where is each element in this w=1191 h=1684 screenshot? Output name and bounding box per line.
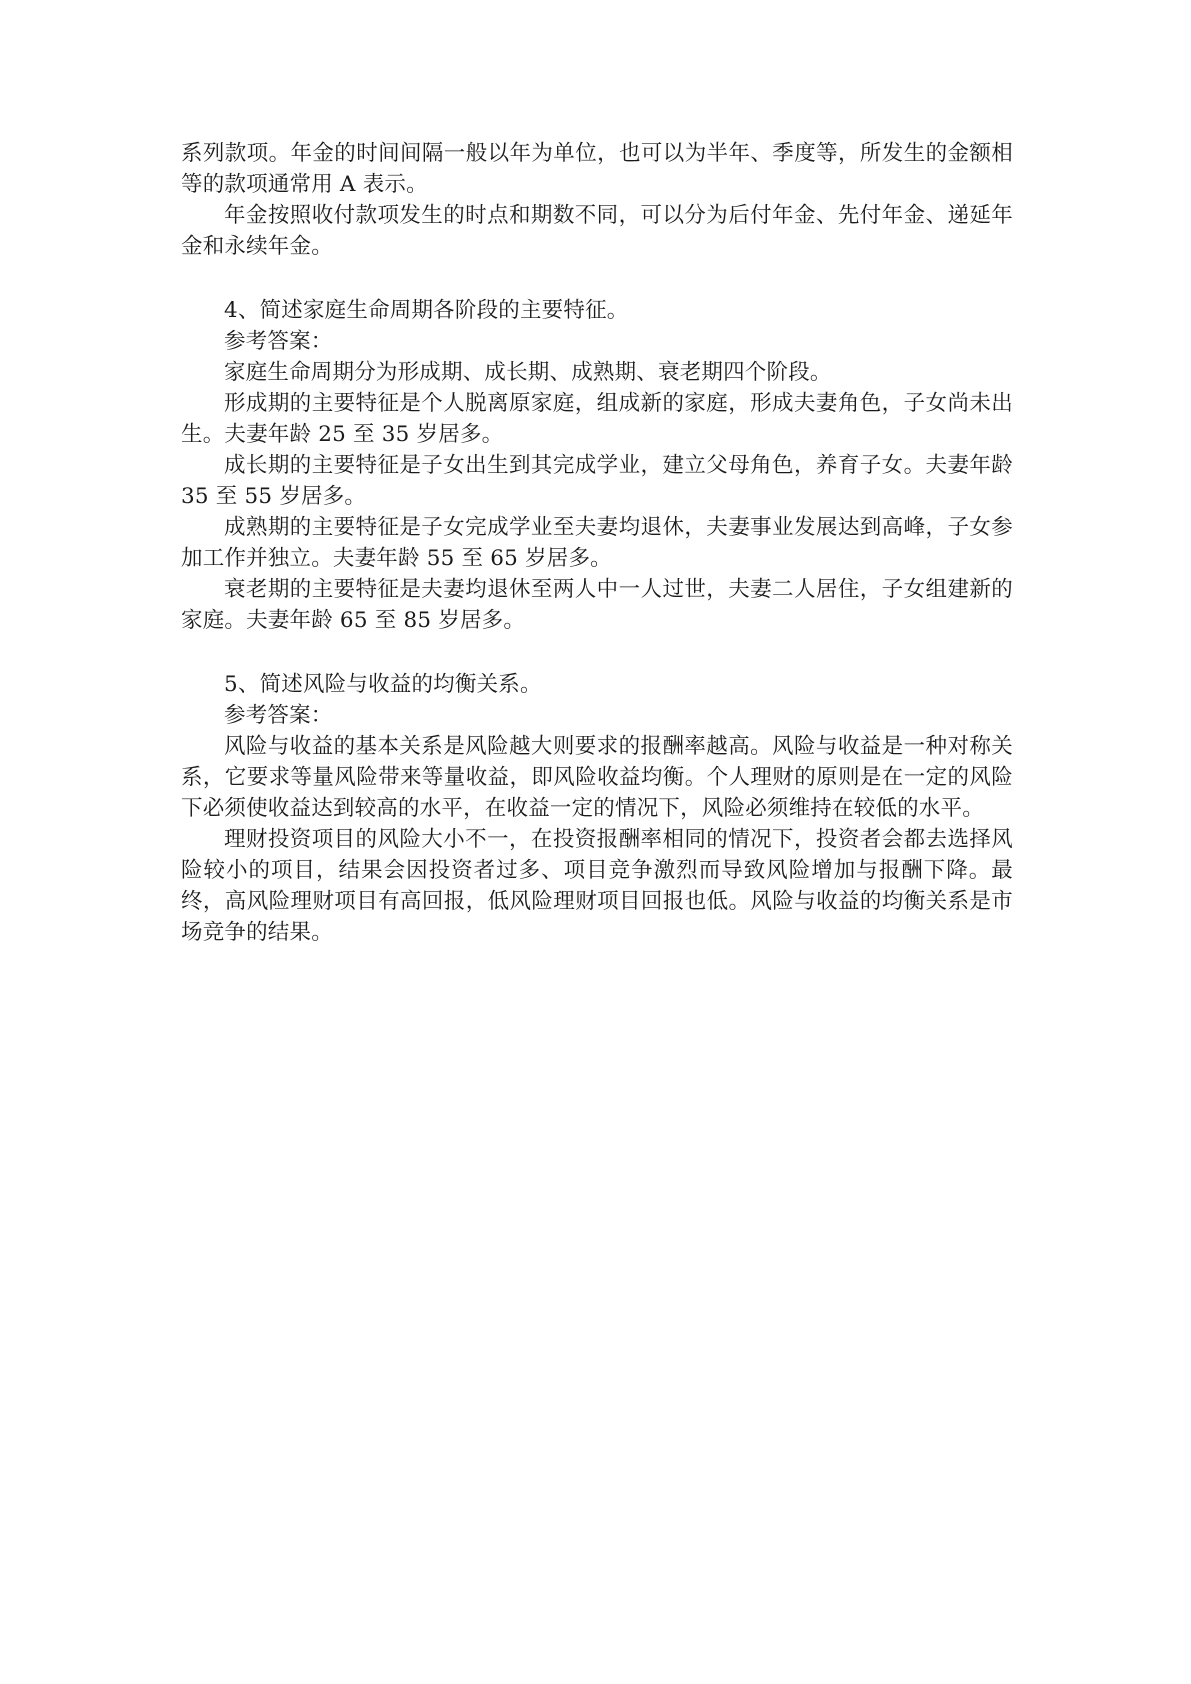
question-5-answer-paragraph: 理财投资项目的风险大小不一，在投资报酬率相同的情况下，投资者会都去选择风险较小的项目，结果会因投资者过多、项目竞争激烈而导致风险增加与报酬下降。最终，高风险理财项目有高回报，低风险理财项目回报也低。风险与收益的均衡关系是市场竞争的结果。 [181,827,1013,945]
question-5-heading: 5、简述风险与收益的均衡关系。 [224,672,542,697]
section-gap [181,636,1013,669]
question-5-answer-label: 参考答案： [224,703,333,728]
question-5-answer-paragraph: 风险与收益的基本关系是风险越大则要求的报酬率越高。风险与收益是一种对称关系，它要求等量风险带来等量收益，即风险收益均衡。个人理财的原则是在一定的风险下必须使收益达到较高的水平，在收益一定的情况下，风险必须维持在较低的水平。 [181,734,1013,821]
intro-paragraph-continued: 系列款项。年金的时间间隔一般以年为单位，也可以为半年、季度等，所发生的金额相等的款项通常用 A 表示。 [181,141,1013,197]
question-4-answer-paragraph: 衰老期的主要特征是夫妻均退休至两人中一人过世，夫妻二人居住，子女组建新的家庭。夫妻年龄 65 至 85 岁居多。 [181,577,1013,633]
question-4-answer-paragraph: 成长期的主要特征是子女出生到其完成学业，建立父母角色，养育子女。夫妻年龄 35 至 55 岁居多。 [181,453,1013,509]
question-4-answer-paragraph: 形成期的主要特征是个人脱离原家庭，组成新的家庭，形成夫妻角色，子女尚未出生。夫妻年龄 25 至 35 岁居多。 [181,391,1013,447]
section-gap [181,262,1013,295]
intro-paragraph-annuity-types: 年金按照收付款项发生的时点和期数不同，可以分为后付年金、先付年金、递延年金和永续年金。 [181,203,1013,259]
question-4-heading: 4、简述家庭生命周期各阶段的主要特征。 [224,298,629,323]
document-body [181,138,1013,948]
question-4-answer-paragraph: 成熟期的主要特征是子女完成学业至夫妻均退休，夫妻事业发展达到高峰，子女参加工作并独立。夫妻年龄 55 至 65 岁居多。 [181,515,1013,571]
question-4-answer-paragraph: 家庭生命周期分为形成期、成长期、成熟期、衰老期四个阶段。 [224,360,832,385]
question-4-answer-label: 参考答案： [224,329,333,354]
